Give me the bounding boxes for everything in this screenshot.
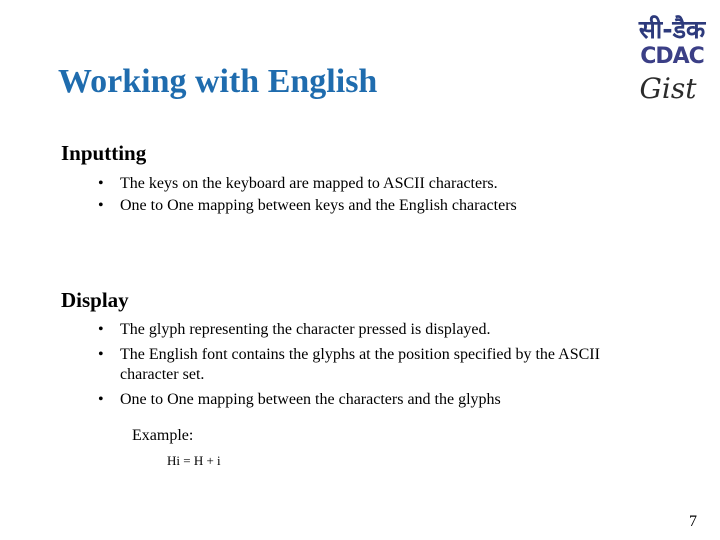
bullet-text: The English font contains the glyphs at the position specified by the ASCII character set. bbox=[120, 346, 600, 383]
logo-hindi-text: सी-डैक bbox=[638, 15, 706, 44]
list-item bbox=[98, 319, 640, 341]
page-number: 7 bbox=[689, 513, 697, 530]
example-formula: Hi = H + i bbox=[167, 453, 221, 468]
list-item bbox=[98, 195, 517, 217]
logo-cdac-text: CDAC bbox=[640, 44, 704, 69]
cdac-gist-logo bbox=[630, 8, 714, 108]
section-heading-display: Display bbox=[61, 288, 129, 312]
bullet-icon: • bbox=[98, 197, 104, 214]
bullet-icon: • bbox=[98, 321, 104, 338]
bullet-text: The keys on the keyboard are mapped to ASCII characters. bbox=[120, 175, 498, 192]
bullet-text: The glyph representing the character pressed is displayed. bbox=[120, 321, 491, 338]
display-bullet-list bbox=[98, 319, 640, 411]
section-heading-inputting: Inputting bbox=[61, 141, 147, 165]
slide-title: Working with English bbox=[58, 63, 378, 100]
bullet-text: One to One mapping between the characters and the glyphs bbox=[120, 391, 501, 408]
list-item bbox=[98, 173, 517, 195]
bullet-icon: • bbox=[98, 391, 104, 408]
example-label: Example: bbox=[132, 427, 194, 444]
bullet-icon: • bbox=[98, 175, 104, 192]
logo-gist-text: Gist bbox=[639, 72, 697, 105]
list-item bbox=[98, 345, 640, 385]
bullet-icon: • bbox=[98, 346, 104, 363]
list-item bbox=[98, 389, 640, 411]
bullet-text: One to One mapping between keys and the English characters bbox=[120, 197, 517, 214]
inputting-bullet-list bbox=[98, 173, 517, 217]
